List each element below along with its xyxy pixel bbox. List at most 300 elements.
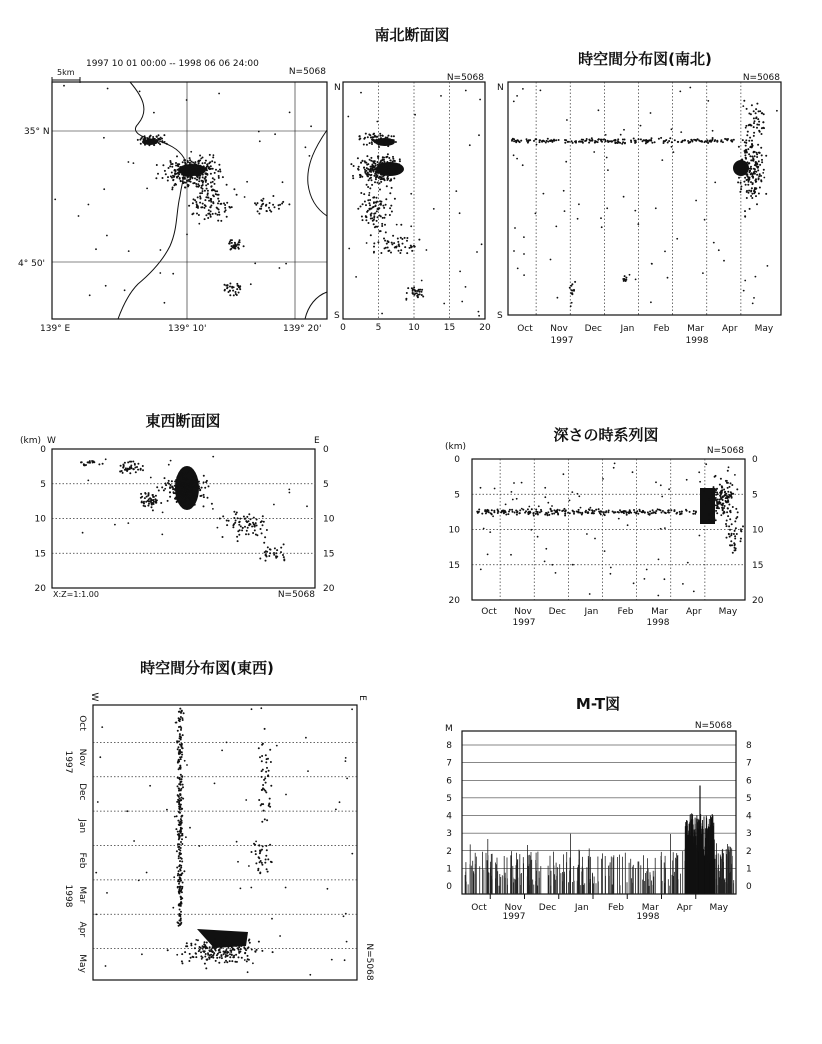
event-dot [399, 158, 401, 160]
event-dot [180, 830, 182, 832]
event-dot [179, 798, 181, 800]
event-dot [176, 742, 178, 744]
event-dot [751, 187, 753, 189]
event-dot [365, 204, 367, 206]
event-dot [258, 941, 260, 943]
event-dot [120, 465, 122, 467]
depth-tick-left-15: 15 [448, 560, 460, 571]
event-dot [607, 511, 609, 513]
event-dot [371, 179, 373, 181]
event-dot [265, 555, 267, 557]
event-dot [731, 497, 733, 499]
event-dot [512, 511, 514, 513]
event-dot [400, 237, 402, 239]
event-dot [239, 287, 241, 289]
event-dot [373, 223, 375, 225]
event-dot [179, 820, 181, 822]
event-dot [754, 120, 756, 122]
event-dot [522, 88, 524, 90]
event-dot [381, 135, 383, 137]
event-dot [151, 499, 153, 501]
event-dot [664, 512, 666, 514]
event-dot [389, 143, 391, 145]
event-dot [195, 183, 197, 185]
event-dot [539, 139, 541, 141]
event-dot [748, 153, 750, 155]
event-dot [746, 108, 748, 110]
event-dot [381, 162, 383, 164]
event-dot [489, 531, 491, 533]
event-dot [704, 219, 706, 221]
event-dot [282, 554, 284, 556]
event-dot [203, 505, 205, 507]
event-dot [154, 138, 156, 140]
event-dot [249, 942, 251, 944]
event-dot [719, 484, 721, 486]
event-dot [252, 962, 254, 964]
event-dot [751, 156, 753, 158]
event-dot [225, 937, 227, 939]
event-dot [212, 181, 214, 183]
event-dot [346, 778, 348, 780]
ns-tick-10: 10 [408, 323, 420, 333]
event-dot [635, 141, 637, 143]
event-dot [197, 183, 199, 185]
event-dot [218, 194, 220, 196]
event-dot [258, 747, 260, 749]
event-dot [262, 203, 264, 205]
event-dot [746, 190, 748, 192]
event-dot [396, 167, 398, 169]
event-dot [712, 130, 714, 132]
event-dot [426, 249, 428, 251]
event-dot [194, 481, 196, 483]
event-dot [383, 238, 385, 240]
event-dot [751, 144, 753, 146]
event-dot [152, 494, 154, 496]
event-dot [751, 193, 753, 195]
event-dot [230, 249, 232, 251]
event-dot [267, 546, 269, 548]
event-dot [203, 951, 205, 953]
event-dot [152, 136, 154, 138]
event-dot [725, 138, 727, 140]
event-dot [245, 533, 247, 535]
event-dot [623, 280, 625, 282]
event-dot [224, 204, 226, 206]
event-dot [173, 876, 175, 878]
event-dot [181, 500, 183, 502]
event-dot [247, 947, 249, 949]
event-dot [758, 130, 760, 132]
event-dot [179, 735, 181, 737]
event-dot [246, 181, 248, 183]
event-dot [607, 141, 609, 143]
event-dot [178, 750, 180, 752]
event-dot [198, 481, 200, 483]
event-dot [671, 146, 673, 148]
event-dot [525, 510, 527, 512]
event-dot [370, 166, 372, 168]
event-dot [268, 770, 270, 772]
event-dot [178, 836, 180, 838]
event-dot [258, 856, 260, 858]
event-dot [198, 214, 200, 216]
event-dot [673, 510, 675, 512]
event-dot [177, 497, 179, 499]
event-dot [208, 485, 210, 487]
event-dot [195, 168, 197, 170]
event-dot [497, 510, 499, 512]
event-dot [722, 141, 724, 143]
event-dot [137, 469, 139, 471]
event-dot [709, 519, 711, 521]
event-dot [142, 465, 144, 467]
event-dot [378, 144, 380, 146]
event-dot [687, 140, 689, 142]
event-dot [674, 139, 676, 141]
event-dot [396, 224, 398, 226]
event-dot [279, 935, 281, 937]
event-dot [160, 137, 162, 139]
event-dot [626, 514, 628, 516]
event-dot [651, 142, 653, 144]
event-dot [367, 199, 369, 201]
event-dot [160, 502, 162, 504]
event-dot [129, 472, 131, 474]
event-dot [756, 103, 758, 105]
event-dot [707, 100, 709, 102]
event-dot [187, 185, 189, 187]
event-dot [377, 208, 379, 210]
event-dot [269, 844, 271, 846]
event-dot [625, 277, 627, 279]
event-dot [610, 567, 612, 569]
event-dot [760, 180, 762, 182]
event-dot [746, 179, 748, 181]
event-dot [510, 554, 512, 556]
event-dot [63, 85, 65, 87]
event-dot [207, 165, 209, 167]
event-dot [739, 191, 741, 193]
event-dot [370, 234, 372, 236]
event-dot [733, 533, 735, 535]
event-dot [730, 491, 732, 493]
event-dot [141, 136, 143, 138]
event-dot [189, 178, 191, 180]
event-dot [412, 293, 414, 295]
event-dot [755, 195, 757, 197]
event-dot [214, 183, 216, 185]
event-dot [369, 142, 371, 144]
event-dot [540, 90, 542, 92]
event-dot [180, 804, 182, 806]
event-dot [753, 192, 755, 194]
event-dot [756, 174, 758, 176]
event-dot [386, 161, 388, 163]
event-dot [207, 217, 209, 219]
event-dot [754, 164, 756, 166]
event-dot [265, 845, 267, 847]
event-dot [180, 758, 182, 760]
event-dot [540, 509, 542, 511]
event-dot [756, 152, 758, 154]
event-dot [177, 874, 179, 876]
event-dot [527, 142, 529, 144]
event-dot [197, 176, 199, 178]
event-dot [689, 87, 691, 89]
event-dot [188, 503, 190, 505]
event-dot [370, 157, 372, 159]
event-dot [236, 841, 238, 843]
event-dot [146, 496, 148, 498]
event-dot [261, 532, 263, 534]
event-dot [150, 143, 152, 145]
event-dot [179, 812, 181, 814]
event-dot [181, 711, 183, 713]
event-dot [259, 140, 261, 142]
event-dot [220, 954, 222, 956]
mt-tick-left-4: 4 [446, 811, 452, 822]
event-dot [208, 209, 210, 211]
event-dot [681, 513, 683, 515]
event-dot [209, 161, 211, 163]
mt-tick-left-5: 5 [446, 793, 452, 804]
event-dot [180, 890, 182, 892]
event-dot [586, 138, 588, 140]
event-dot [180, 896, 182, 898]
event-dot [260, 521, 262, 523]
event-dot [210, 954, 212, 956]
event-dot [639, 510, 641, 512]
event-dot [181, 754, 183, 756]
event-dot [231, 954, 233, 956]
event-dot [580, 507, 582, 509]
event-dot [198, 178, 200, 180]
event-dot [377, 175, 379, 177]
event-dot [231, 245, 233, 247]
event-dot [624, 510, 626, 512]
event-dot [388, 157, 390, 159]
event-dot [373, 215, 375, 217]
event-dot [750, 195, 752, 197]
event-dot [516, 158, 518, 160]
event-dot [218, 177, 220, 179]
event-dot [168, 167, 170, 169]
event-dot [182, 502, 184, 504]
event-dot [140, 143, 142, 145]
ew-tick-left-15: 15 [34, 549, 46, 560]
event-dot [386, 243, 388, 245]
event-dot [698, 471, 700, 473]
event-dot [660, 484, 662, 486]
event-dot [365, 133, 367, 135]
event-dot [181, 861, 183, 863]
event-dot [177, 921, 179, 923]
event-dot [373, 242, 375, 244]
event-dot [380, 252, 382, 254]
event-dot [231, 286, 233, 288]
event-dot [177, 785, 179, 787]
event-dot [623, 511, 625, 513]
event-dot [186, 764, 188, 766]
event-dot [351, 853, 353, 855]
event-dot [159, 139, 161, 141]
event-dot [391, 211, 393, 213]
event-dot [406, 240, 408, 242]
event-dot [189, 172, 191, 174]
event-dot [185, 495, 187, 497]
event-dot [138, 880, 140, 882]
event-dot [148, 503, 150, 505]
event-dot [169, 165, 171, 167]
event-dot [365, 173, 367, 175]
event-dot [740, 540, 742, 542]
event-dot [345, 760, 347, 762]
event-dot [158, 142, 160, 144]
event-dot [763, 177, 765, 179]
event-dot [721, 492, 723, 494]
event-dot [385, 247, 387, 249]
event-dot [668, 488, 670, 490]
event-dot [190, 944, 192, 946]
event-dot [383, 161, 385, 163]
event-dot [180, 482, 182, 484]
event-dot [236, 512, 238, 514]
event-dot [181, 843, 183, 845]
event-dot [545, 548, 547, 550]
event-dot [386, 156, 388, 158]
depth-tick-right-15: 15 [752, 560, 764, 571]
event-dot [730, 482, 732, 484]
depth-time-month-jan: Jan [584, 607, 599, 617]
event-dot [598, 109, 600, 111]
event-dot [594, 140, 596, 142]
event-dot [254, 844, 256, 846]
event-dot [375, 205, 377, 207]
event-dot [389, 207, 391, 209]
event-dot [255, 522, 257, 524]
event-dot [217, 170, 219, 172]
event-dot [405, 299, 407, 301]
ns-section-hypocenters [347, 90, 482, 317]
event-dot [371, 143, 373, 145]
event-dot [307, 770, 309, 772]
event-dot [261, 864, 263, 866]
event-dot [352, 175, 354, 177]
event-dot [740, 182, 742, 184]
event-dot [625, 280, 627, 282]
event-dot [711, 499, 713, 501]
event-dot [182, 798, 184, 800]
event-dot [179, 178, 181, 180]
event-dot [668, 509, 670, 511]
event-dot [591, 512, 593, 514]
event-dot [141, 953, 143, 955]
event-dot [366, 216, 368, 218]
event-dot [716, 140, 718, 142]
event-dot [478, 511, 480, 513]
event-dot [521, 508, 523, 510]
event-dot [178, 777, 180, 779]
event-dot [184, 488, 186, 490]
event-dot [369, 204, 371, 206]
event-dot [189, 471, 191, 473]
event-dot [389, 159, 391, 161]
lon-label-139: 139° E [40, 324, 71, 334]
event-dot [600, 217, 602, 219]
event-dot [361, 216, 363, 218]
event-dot [224, 284, 226, 286]
event-dot [235, 513, 237, 515]
event-dot [655, 207, 657, 209]
event-dot [272, 204, 274, 206]
event-dot [385, 137, 387, 139]
event-dot [537, 514, 539, 516]
event-dot [276, 556, 278, 558]
event-dot [186, 491, 188, 493]
event-dot [551, 505, 553, 507]
event-dot [153, 496, 155, 498]
event-dot [385, 214, 387, 216]
event-dot [390, 162, 392, 164]
event-dot [667, 512, 669, 514]
event-dot [478, 315, 480, 317]
event-dot [215, 169, 217, 171]
event-dot [727, 482, 729, 484]
event-dot [381, 313, 383, 315]
mt-year-1997: 1997 [502, 912, 526, 922]
event-dot [165, 484, 167, 486]
event-dot [715, 510, 717, 512]
event-dot [386, 177, 388, 179]
event-dot [285, 794, 287, 796]
ew-section-count: N=5068 [277, 590, 315, 600]
event-dot [191, 161, 193, 163]
ew-timespace-title: 時空間分布図(東西) [140, 659, 274, 677]
event-dot [571, 289, 573, 291]
event-dot [179, 881, 181, 883]
event-dot [617, 138, 619, 140]
event-dot [364, 162, 366, 164]
event-dot [178, 838, 180, 840]
event-dot [360, 162, 362, 164]
event-dot [178, 717, 180, 719]
event-dot [211, 503, 213, 505]
event-dot [147, 505, 149, 507]
event-dot [569, 512, 571, 514]
event-dot [175, 828, 177, 830]
event-dot [752, 303, 754, 305]
event-dot [196, 171, 198, 173]
event-dot [419, 293, 421, 295]
event-dot [248, 513, 250, 515]
event-dot [761, 154, 763, 156]
event-dot [172, 907, 174, 909]
event-dot [758, 178, 760, 180]
event-dot [194, 943, 196, 945]
event-dot [734, 520, 736, 522]
event-dot [136, 466, 138, 468]
event-dot [735, 508, 737, 510]
event-dot [647, 511, 649, 513]
event-dot [756, 153, 758, 155]
event-dot [712, 507, 714, 509]
event-dot [379, 135, 381, 137]
event-dot [155, 177, 157, 179]
event-dot [261, 950, 263, 952]
event-dot [382, 140, 384, 142]
